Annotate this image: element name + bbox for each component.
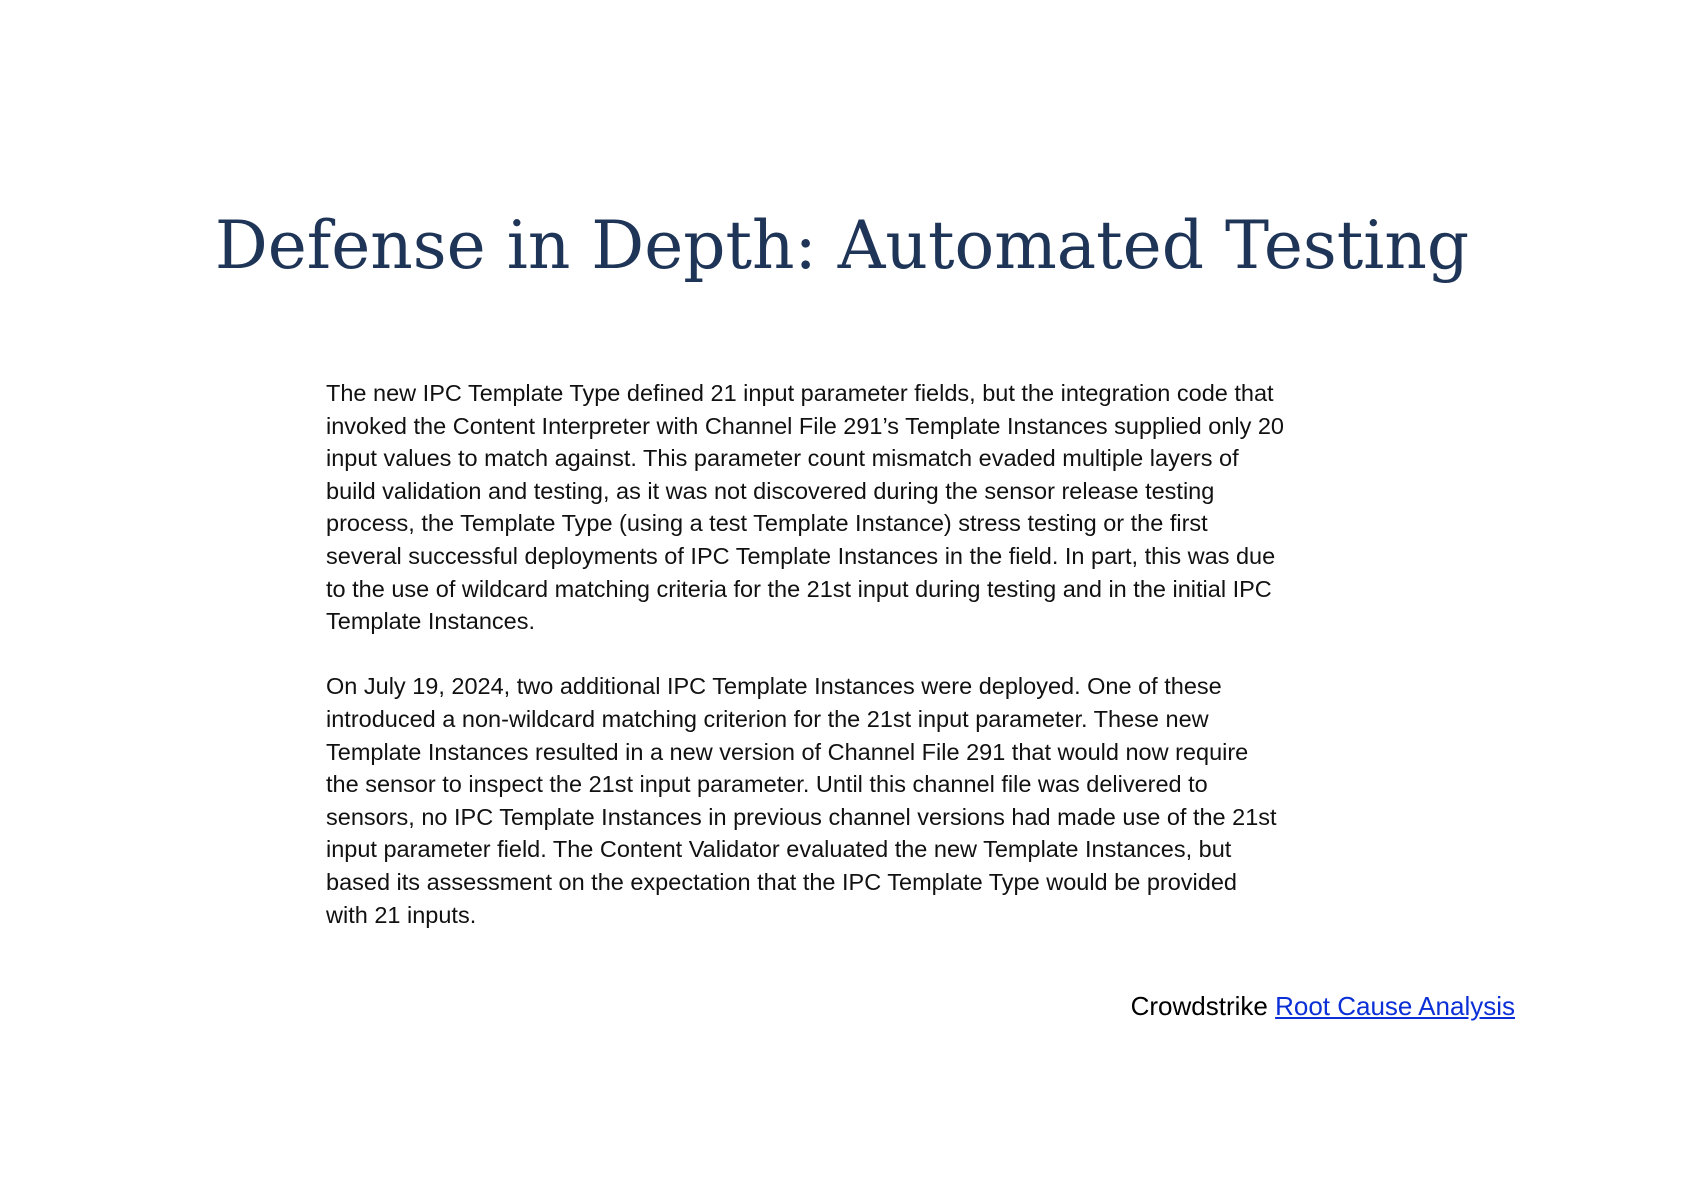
attribution-source: Crowdstrike	[1130, 991, 1268, 1021]
quote-paragraph-2: On July 19, 2024, two additional IPC Template Instances were deployed. One of these introduced a non-wildcard matching criterion for the 21st input parameter. These new Template Instances resulted in a new version of Channel File 291 that would now require the sensor to inspect the 21st input parameter. Until this channel file was delivered to sensors, no IPC Template Instances in previous channel versions had made use of the 21st input parameter field. The Content Validator evaluated the new Template Instances, but based its assessment on the expectation that the IPC Template Type would be provided with 21 inputs.	[326, 673, 1277, 928]
quoted-excerpt	[326, 377, 1356, 931]
slide-title: Defense in Depth: Automated Testing	[214, 207, 1470, 284]
root-cause-analysis-link[interactable]: Root Cause Analysis	[1275, 991, 1515, 1021]
attribution	[900, 989, 1515, 1023]
quote-paragraph-1: The new IPC Template Type defined 21 input parameter fields, but the integration code that invoked the Content Interpreter with Channel File 291’s Template Instances supplied only 20 input values to match against. This parameter count mismatch evaded multiple layers of build validation and testing, as it was not discovered during the sensor release testing process, the Template Type (using a test Template Instance) stress testing or the first several successful deployments of IPC Template Instances in the field. In part, this was due to the use of wildcard matching criteria for the 21st input during testing and in the initial IPC Template Instances.	[326, 380, 1284, 635]
